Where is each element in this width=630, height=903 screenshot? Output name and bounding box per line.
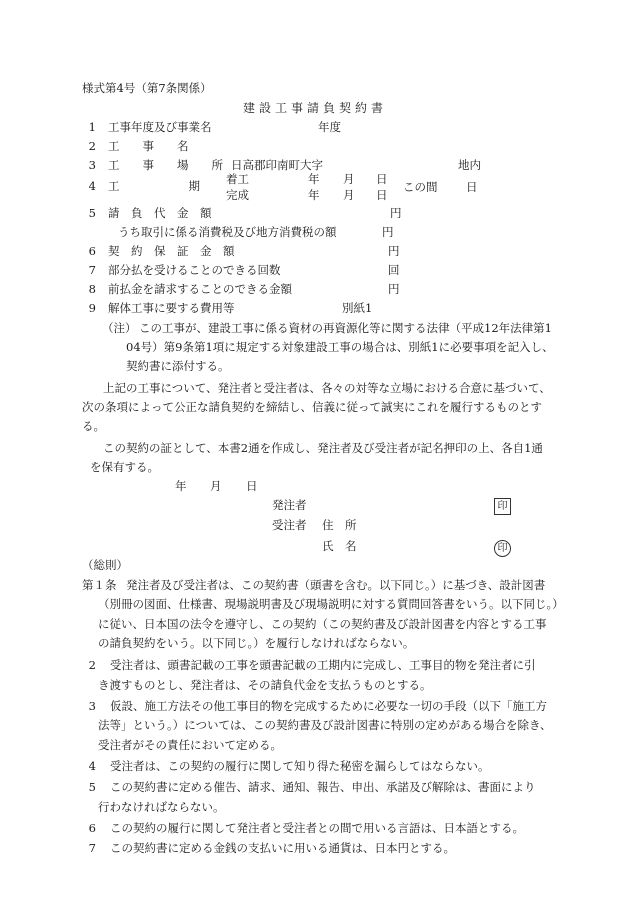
clause-text: 仮設、施工方法その他工事目的物を完成するために必要な一切の手段（以下「施工方 [110,699,547,713]
body-text: を保有する。 [90,460,159,474]
body-text: この契約の証として、本書2通を作成し、発注者及び受注者が記名押印の上、各自1通 [103,441,543,455]
clause-number: 3 [88,699,96,713]
item-number: 2 [88,139,96,153]
item-unit: 円 [388,244,400,258]
clause-number: 7 [88,841,96,855]
section-heading: （総則） [82,558,128,572]
article-text: に従い、日本国の法令を遵守し、この契約（この契約書及び設計図書を内容とする工事 [98,617,547,631]
clause-text: この契約書に定める金銭の支払いに用いる通貨は、日本円とする。 [110,841,455,855]
item-value: 年度 [318,120,341,134]
item-number: 9 [88,301,96,315]
article-text: の請負契約をいう。以下同じ。）を履行しなければならない。 [98,636,415,650]
note-text: この工事が、建設工事に係る資材の再資源化等に関する法律（平成12年法律第1 [139,321,552,335]
clause-number: 5 [88,780,96,794]
end-month: 月 [343,188,355,202]
clause-text: 受注者は、頭書記載の工事を頭書記載の工期内に完成し、工事目的物を発注者に引 [110,658,536,672]
date-month: 月 [210,479,222,493]
clause-text: この契約の履行に関して発注者と受注者との間で用いる言語は、日本語とする。 [110,821,524,835]
clause-text: 受注者は、この契約の履行に関して知り得た秘密を漏らしてはならない。 [110,759,490,773]
item-unit: 円 [390,206,402,220]
article-number: 第１条 [82,578,117,592]
item-label: 前払金を請求することのできる金額 [108,282,292,296]
item-suffix: 地内 [458,158,481,172]
item-label: 解体工事に要する費用等 [108,301,235,315]
end-label: 完成 [226,188,249,202]
item-label: 部分払を受けることのできる回数 [108,263,281,277]
date-day: 日 [246,479,258,493]
note-text: 契約書に添付する。 [126,359,230,373]
clause-text: 法等」という。）については、この契約書及び設計図書に特別の定めがある場合を除き、 [98,718,552,732]
address-label: 住 所 [322,518,357,532]
start-year: 年 [308,172,320,186]
end-year: 年 [308,188,320,202]
period-unit: 日 [466,180,478,194]
body-text: 次の条項によって公正な請負契約を締結し、信義に従って誠実にこれを履行するものとす [82,400,542,414]
seal-icon: 印 [494,498,511,515]
orderer-label: 発注者 [272,498,307,512]
item-label: 工 事 名 [108,139,189,153]
item-number: 7 [88,263,96,277]
item-number: 3 [88,158,96,172]
start-month: 月 [343,172,355,186]
item-label: 工 期 [108,179,200,193]
article-text: 発注者及び受注者は、この契約書（頭書を含む。以下同じ。）に基づき、設計図書 [126,578,546,592]
contractor-label: 受注者 [272,518,307,532]
item-label: うち取引に係る消費税及び地方消費税の額 [118,225,337,239]
start-label: 着工 [226,172,249,186]
name-label: 氏 名 [322,539,357,553]
article-text: （別冊の図面、仕様書、現場説明書及び現場説明に対する質問回答書をいう。以下同じ。） [98,597,564,611]
clause-number: 2 [88,658,96,672]
item-unit: 円 [388,282,400,296]
note-mark: （注） [102,321,137,335]
end-day: 日 [376,188,388,202]
item-number: 1 [88,120,96,134]
item-number: 8 [88,282,96,296]
item-label: 工事年度及び事業名 [108,120,212,134]
date-year: 年 [175,479,187,493]
item-unit: 円 [382,225,394,239]
item-unit: 回 [388,263,400,277]
clause-number: 6 [88,821,96,835]
clause-text: き渡すものとし、発注者は、その請負代金を支払うものとする。 [98,678,432,692]
clause-text: 受注者がその責任において定める。 [98,738,282,752]
period-label: この間 [403,180,438,194]
item-unit: 別紙1 [342,301,373,315]
body-text: る。 [82,419,105,433]
clause-text: 行わなければならない。 [98,800,225,814]
item-number: 4 [88,179,96,193]
item-number: 5 [88,206,96,220]
form-number: 様式第4号（第7条関係） [82,81,212,95]
start-day: 日 [376,172,388,186]
note-text: 04号）第9条第1項に規定する対象建設工事の場合は、別紙1に必要事項を記入し、 [126,340,554,354]
item-label: 請 負 代 金 額 [108,206,212,220]
seal-icon: 印 [494,540,511,557]
body-text: 上記の工事について、発注者と受注者は、各々の対等な立場における合意に基づいて、 [103,381,551,395]
clause-text: この契約書に定める催告、請求、通知、報告、申出、承諾及び解除は、書面により [110,780,536,794]
clause-number: 4 [88,759,96,773]
item-number: 6 [88,244,96,258]
item-label: 工 事 場 所 [108,158,223,172]
item-value: 日高郡印南町大字 [231,158,323,172]
document-title: 建設工事請負契約書 [243,101,388,115]
item-label: 契 約 保 証 金 額 [108,244,235,258]
